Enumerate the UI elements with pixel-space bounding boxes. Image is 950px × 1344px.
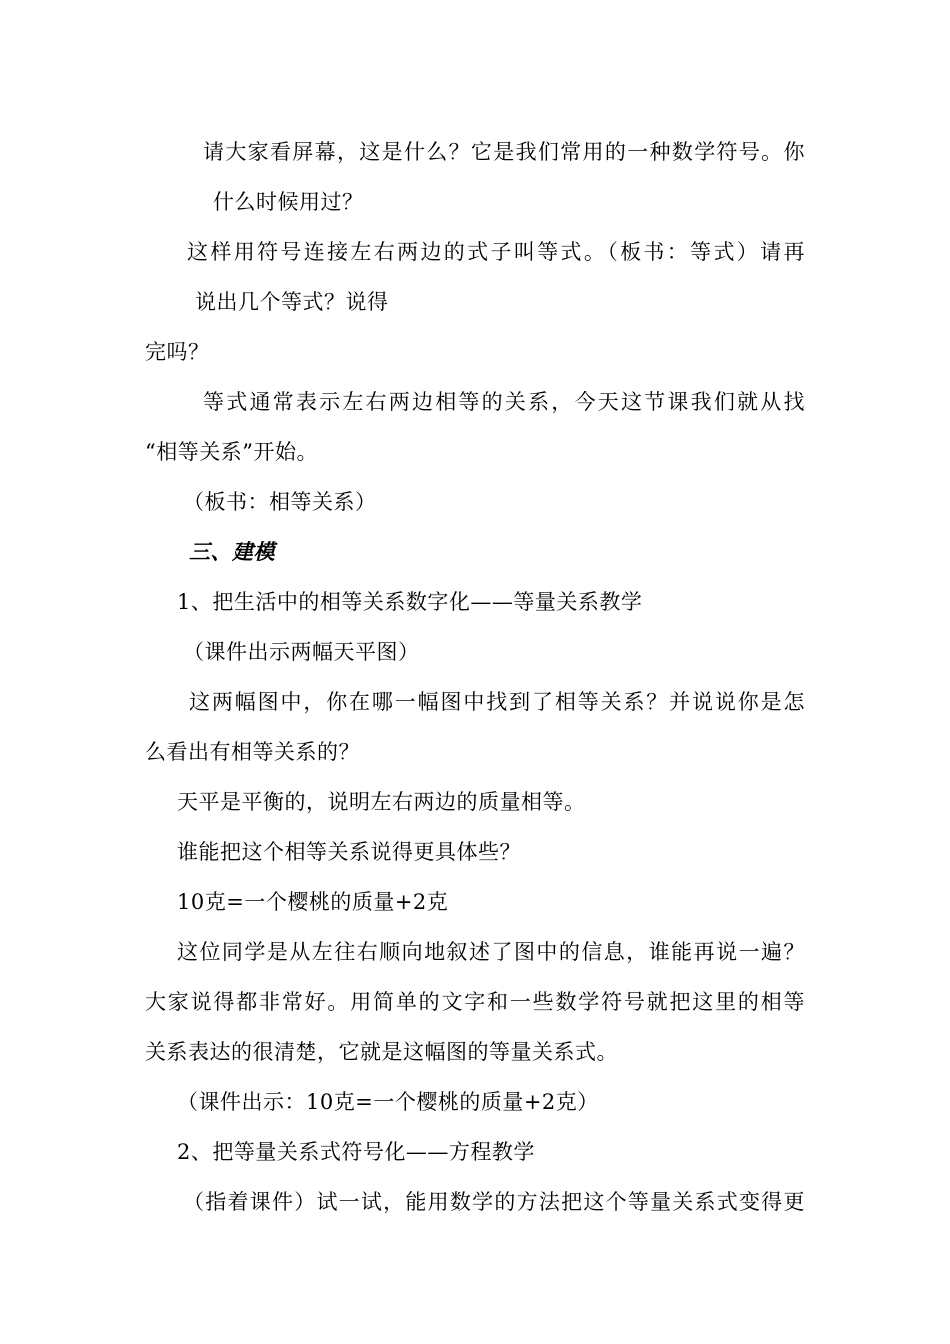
paragraph-line: 这位同学是从左往右顺向地叙述了图中的信息，谁能再说一遍？ bbox=[177, 940, 805, 964]
paragraph-line: 什么时候用过？ bbox=[213, 190, 364, 214]
paragraph-line: 大家说得都非常好。用简单的文字和一些数学符号就把这里的相等 bbox=[145, 990, 805, 1014]
paragraph-line: （指着课件）试一试，能用数学的方法把这个等量关系式变得更 bbox=[183, 1190, 805, 1214]
paragraph-line: 1、把生活中的相等关系数字化——等量关系教学 bbox=[177, 590, 643, 614]
paragraph-line: 2、把等量关系式符号化——方程教学 bbox=[177, 1140, 535, 1164]
paragraph-line: 这样用符号连接左右两边的式子叫等式。（板书：等式）请再 bbox=[187, 240, 805, 264]
paragraph-line: 这两幅图中，你在哪一幅图中找到了相等关系？并说说你是怎 bbox=[189, 690, 805, 714]
paragraph-line: 等式通常表示左右两边相等的关系，今天这节课我们就从找 bbox=[203, 390, 805, 414]
paragraph-line: 么看出有相等关系的？ bbox=[145, 740, 360, 764]
section-heading: 三、建模 bbox=[189, 539, 275, 564]
paragraph-line: 说出几个等式？说得 bbox=[195, 290, 389, 314]
paragraph-line: 10克=一个樱桃的质量+2克 bbox=[177, 890, 449, 914]
paragraph-line: “相等关系”开始。 bbox=[145, 440, 318, 464]
paragraph-line: （板书：相等关系） bbox=[183, 490, 377, 514]
paragraph-line: 完吗？ bbox=[145, 340, 210, 364]
paragraph-line: 关系表达的很清楚，它就是这幅图的等量关系式。 bbox=[145, 1040, 618, 1064]
paragraph-line: （课件出示两幅天平图） bbox=[183, 640, 420, 664]
paragraph-line: 请大家看屏幕，这是什么？它是我们常用的一种数学符号。你 bbox=[203, 140, 805, 164]
paragraph-line: 谁能把这个相等关系说得更具体些？ bbox=[177, 840, 521, 864]
paragraph-line: （课件出示：10克=一个樱桃的质量+2克） bbox=[177, 1090, 599, 1114]
paragraph-line: 天平是平衡的，说明左右两边的质量相等。 bbox=[177, 790, 586, 814]
